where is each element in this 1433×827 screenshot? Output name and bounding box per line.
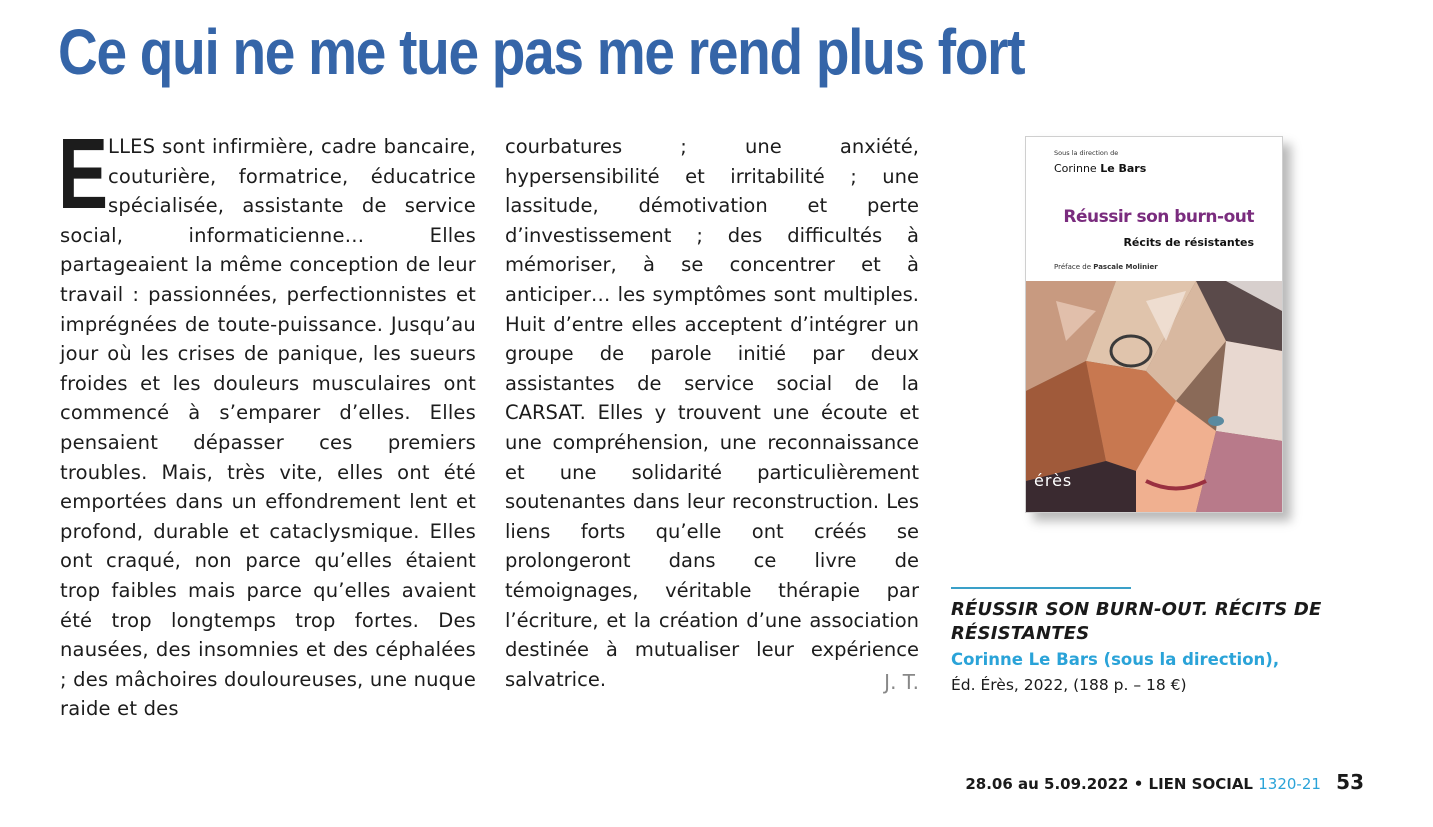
caption-author: Corinne Le Bars (sous la direction),: [951, 650, 1280, 669]
book-preface-label: Préface de: [1054, 263, 1092, 271]
book-cover: [1025, 136, 1283, 513]
caption-book-title: RÉUSSIR SON BURN-OUT. RÉCITS DE RÉSISTANTES: [951, 599, 1322, 644]
book-title: Réussir son burn-out: [1063, 207, 1254, 227]
footer-issue: 1320-21: [1258, 775, 1321, 793]
book-publisher-logo: érès: [1034, 471, 1073, 490]
book-cover-header: [1026, 137, 1282, 281]
book-preface-author: Pascale Molinier: [1093, 263, 1158, 271]
article-text-1: LLES sont infirmière, cadre bancaire, couturière, formatrice, éducatrice spécialisée, assistante de service social, informaticienne… Elles partageaient la même conception de leur travail : passionnées, perfectionnistes et imprégnées de toute-puissance. Jusqu’au jour où les crises de panique, les sueurs froides et les douleurs musculaires ont commencé à s’emparer d’elles. Elles pensaient dépasser ces premiers troubles. Mais, très vite, elles ont été emportées dans un effondrement lent et profond, durable et cataclysmique. Elles ont craqué, non parce qu’elles étaient trop faibles mais parce qu’elles avaient été trop longtemps trop fortes. Des nausées, des insomnies et des céphalées ; des mâchoires douloureuses, une nuque raide et des: [60, 135, 477, 721]
article-title: Ce qui ne me tue pas me rend plus fort: [58, 16, 1025, 88]
book-author-last: Le Bars: [1100, 162, 1147, 175]
footer-dates: 28.06 au 5.09.2022 • LIEN SOCIAL: [965, 775, 1253, 793]
book-subtitle: Récits de résistantes: [1123, 236, 1254, 249]
caption-publication: Éd. Érès, 2022, (188 p. – 18 €): [951, 676, 1187, 694]
article-text-2: courbatures ; une anxiété, hypersensibilité et irritabilité ; une lassitude, démotivation et perte d’investissement ; des difficultés à mémoriser, à se concentrer et à anticiper… les symptômes sont multiples. Huit d’entre elles acceptent d’intégrer un groupe de parole initié par deux assistantes de service social de la CARSAT. Elles y trouvent une écoute et une compréhension, une reconnaissance et une solidarité particulièrement soutenantes dans leur reconstruction. Les liens forts qu’elle ont créés se prolongeront dans ce livre de témoignages, véritable thérapie par l’écriture, et la création d’une association destinée à mutualiser leur expérience salvatrice.: [505, 135, 919, 691]
author-signature: J. T.: [884, 670, 919, 694]
caption-divider: [951, 587, 1131, 589]
article-column-1: [58, 118, 477, 724]
page-footer: [965, 770, 1364, 794]
book-preface: [1054, 263, 1158, 271]
book-author: [1054, 162, 1146, 175]
book-author-first: Corinne: [1054, 162, 1097, 175]
drop-cap: E: [58, 118, 109, 230]
page-number: 53: [1336, 770, 1364, 794]
book-direction-label: Sous la direction de: [1054, 149, 1119, 157]
article-column-2: [505, 132, 919, 694]
